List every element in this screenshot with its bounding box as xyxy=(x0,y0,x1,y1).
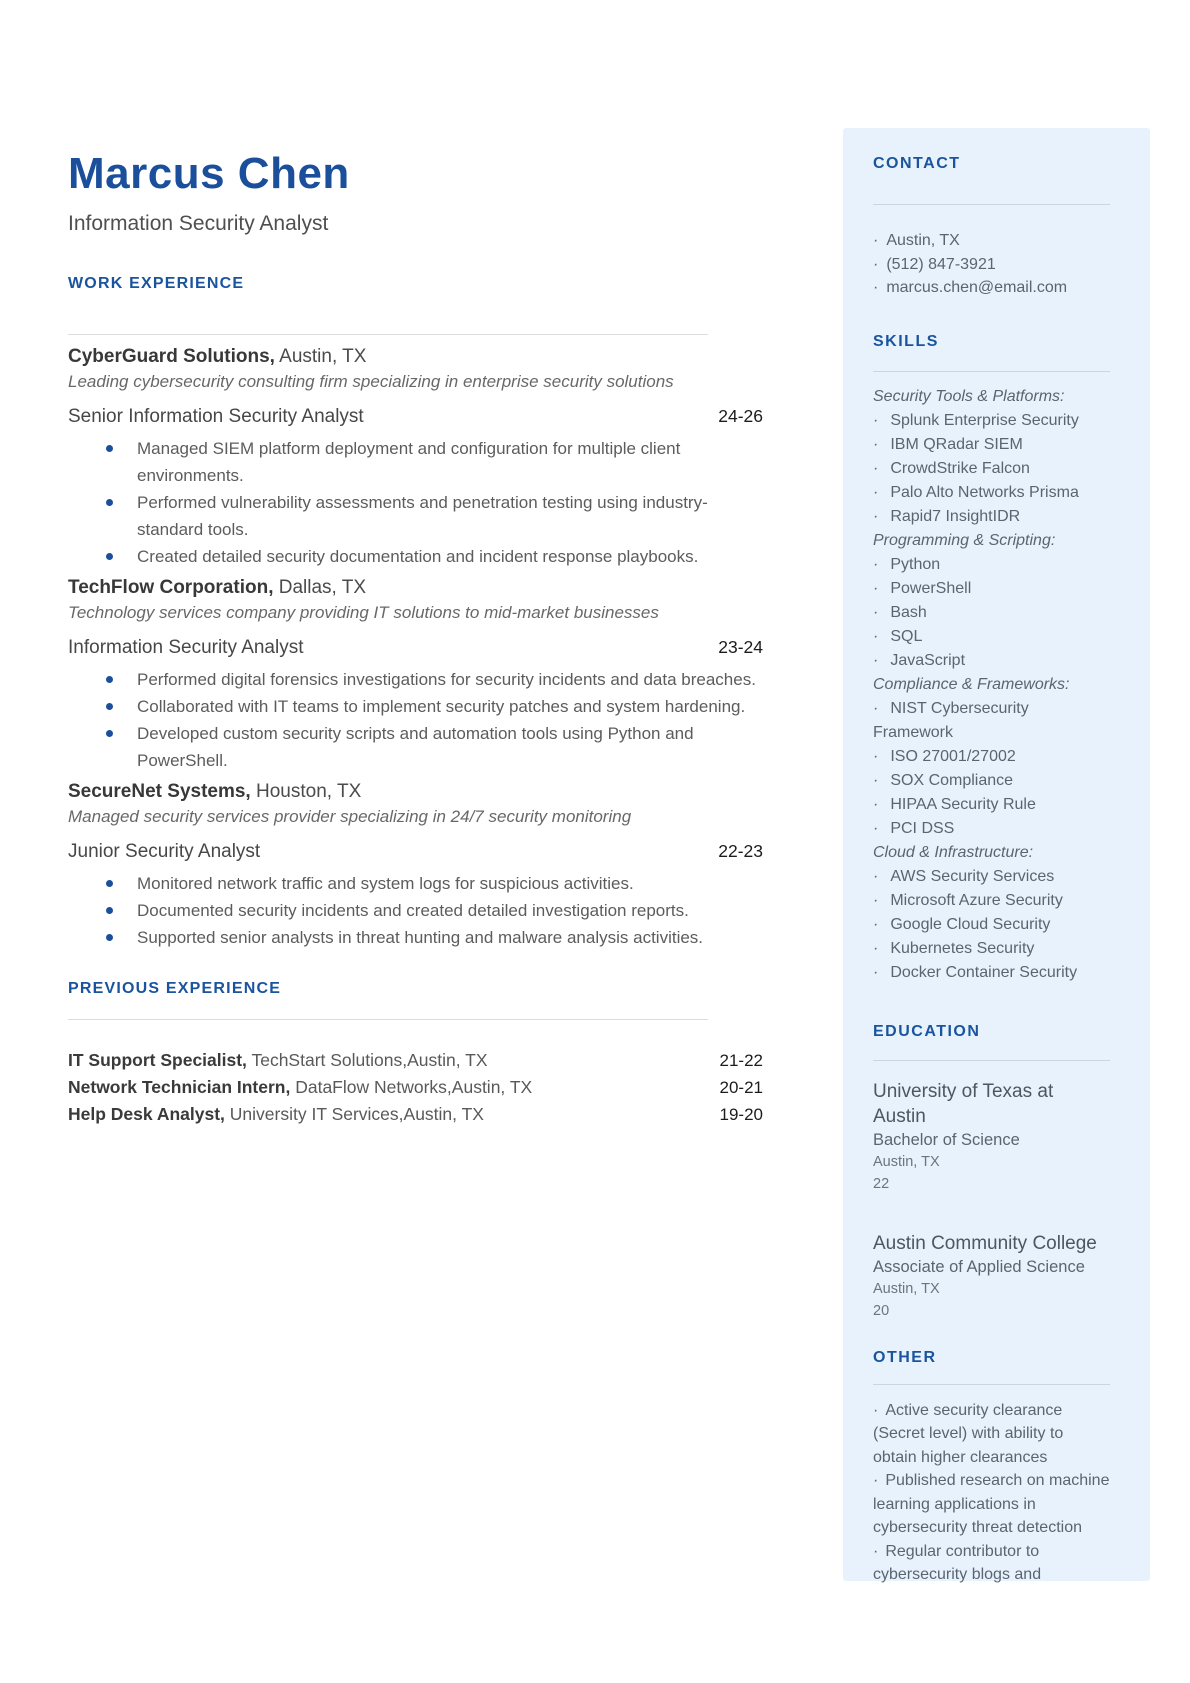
school-degree: Associate of Applied Science xyxy=(873,1257,1085,1276)
role-bullets xyxy=(68,870,763,951)
company-location: Austin, TX xyxy=(274,346,367,367)
company-name: CyberGuard Solutions, xyxy=(68,346,275,367)
role-row xyxy=(68,635,763,660)
section-heading-previous-experience: PREVIOUS EXPERIENCE xyxy=(68,980,282,997)
company-description: Managed security services provider specializing in 24/7 security monitoring xyxy=(68,807,632,826)
school-degree: Bachelor of Science xyxy=(873,1130,1020,1149)
education-school xyxy=(873,1231,1110,1322)
company-line xyxy=(68,576,763,600)
role-title: Senior Information Security Analyst xyxy=(68,406,364,427)
bullet-item: Developed custom security scripts and automation tools using Python and PowerShell. xyxy=(68,720,763,774)
skill-item-list xyxy=(873,409,1110,529)
skill-group xyxy=(873,529,1110,673)
role-bullets xyxy=(68,435,763,570)
role-dates: 24-26 xyxy=(718,406,763,426)
other-item: · Regular contributor to cybersecurity blogs and xyxy=(873,1540,1110,1587)
other-item-list xyxy=(873,1399,1110,1587)
company-name: SecureNet Systems, xyxy=(68,781,251,802)
company-block xyxy=(68,780,763,951)
section-heading-education: EDUCATION xyxy=(873,1022,981,1040)
skills-divider xyxy=(873,371,1110,372)
skill-item: · Kubernetes Security xyxy=(873,937,1110,961)
section-heading-skills: SKILLS xyxy=(873,332,939,350)
role-block xyxy=(68,404,763,570)
company-description: Leading cybersecurity consulting firm specializing in enterprise security solutions xyxy=(68,372,674,391)
company-description: Technology services company providing IT solutions to mid-market businesses xyxy=(68,603,659,622)
contact-item: · Austin, TX xyxy=(873,229,1110,253)
sidebar xyxy=(843,128,1150,1581)
section-heading-work-experience: WORK EXPERIENCE xyxy=(68,275,245,292)
education-divider xyxy=(873,1060,1110,1061)
skill-category: Programming & Scripting: xyxy=(873,531,1056,549)
contact-list xyxy=(873,229,1110,300)
previous-entry xyxy=(68,1074,763,1101)
other-divider xyxy=(873,1384,1110,1385)
role-title: Information Security Analyst xyxy=(68,637,304,658)
role-block xyxy=(68,839,763,951)
person-title: Information Security Analyst xyxy=(68,212,329,235)
contact-item: · (512) 847-3921 xyxy=(873,253,1110,277)
skill-item: · HIPAA Security Rule xyxy=(873,793,1110,817)
school-list xyxy=(873,1079,1110,1322)
skill-category: Compliance & Frameworks: xyxy=(873,675,1070,693)
role-list xyxy=(68,839,763,951)
bullet-item: Performed digital forensics investigations for security incidents and data breaches. xyxy=(68,666,763,693)
previous-entry-title: Network Technician Intern, xyxy=(68,1077,291,1097)
skill-item: · PCI DSS xyxy=(873,817,1110,841)
skill-group xyxy=(873,385,1110,529)
previous-entry-company: University IT Services,Austin, TX xyxy=(224,1104,484,1124)
contact-item: · marcus.chen@email.com xyxy=(873,276,1110,300)
skill-item: · Rapid7 InsightIDR xyxy=(873,505,1110,529)
skill-group xyxy=(873,673,1110,841)
previous-entry-title: Help Desk Analyst, xyxy=(68,1104,225,1124)
previous-entry-text xyxy=(68,1047,488,1074)
skill-item: · Microsoft Azure Security xyxy=(873,889,1110,913)
previous-entry xyxy=(68,1101,763,1128)
skill-category: Security Tools & Platforms: xyxy=(873,387,1065,405)
previous-entry-title: IT Support Specialist, xyxy=(68,1050,247,1070)
school-year: 20 xyxy=(873,1302,890,1319)
skill-category: Cloud & Infrastructure: xyxy=(873,843,1034,861)
company-list xyxy=(68,345,763,951)
skill-item: · AWS Security Services xyxy=(873,865,1110,889)
school-location: Austin, TX xyxy=(873,1280,940,1297)
previous-entry-text xyxy=(68,1074,532,1101)
other-item: · Active security clearance (Secret level) with ability to obtain higher clearances xyxy=(873,1399,1110,1470)
company-location: Dallas, TX xyxy=(273,577,367,598)
company-line xyxy=(68,780,763,804)
school-location: Austin, TX xyxy=(873,1153,940,1170)
role-row xyxy=(68,839,763,864)
skill-item: · Google Cloud Security xyxy=(873,913,1110,937)
role-dates: 23-24 xyxy=(718,637,763,657)
work-section-divider xyxy=(68,334,708,335)
skill-item: · NIST Cybersecurity Framework xyxy=(873,697,1110,745)
bullet-item: Performed vulnerability assessments and penetration testing using industry-standard tools. xyxy=(68,489,763,543)
skill-item: · SQL xyxy=(873,625,1110,649)
main-column xyxy=(68,150,763,1128)
role-row xyxy=(68,404,763,429)
school-name: University of Texas at Austin xyxy=(873,1080,1054,1127)
previous-section-divider xyxy=(68,1019,708,1020)
skill-item: · Palo Alto Networks Prisma xyxy=(873,481,1110,505)
skill-item: · Bash xyxy=(873,601,1110,625)
bullet-item: Documented security incidents and created detailed investigation reports. xyxy=(68,897,763,924)
previous-entry-dates: 19-20 xyxy=(719,1105,763,1124)
bullet-item: Collaborated with IT teams to implement security patches and system hardening. xyxy=(68,693,763,720)
company-block xyxy=(68,576,763,774)
school-year: 22 xyxy=(873,1175,890,1192)
skill-item-list xyxy=(873,865,1110,985)
role-list xyxy=(68,635,763,774)
previous-entry-company: TechStart Solutions,Austin, TX xyxy=(246,1050,488,1070)
skill-item-list xyxy=(873,553,1110,673)
role-list xyxy=(68,404,763,570)
company-block xyxy=(68,345,763,570)
role-bullets xyxy=(68,666,763,774)
school-name: Austin Community College xyxy=(873,1232,1097,1254)
company-location: Houston, TX xyxy=(250,781,362,802)
bullet-item: Supported senior analysts in threat hunting and malware analysis activities. xyxy=(68,924,763,951)
bullet-item: Created detailed security documentation and incident response playbooks. xyxy=(68,543,763,570)
role-title: Junior Security Analyst xyxy=(68,841,261,862)
skill-item: · Splunk Enterprise Security xyxy=(873,409,1110,433)
previous-entry-list xyxy=(68,1047,763,1128)
skill-item: · IBM QRadar SIEM xyxy=(873,433,1110,457)
other-item: · Published research on machine learning applications in cybersecurity threat detection xyxy=(873,1469,1110,1540)
skill-item-list xyxy=(873,697,1110,841)
person-name: Marcus Chen xyxy=(68,149,350,198)
skill-item: · JavaScript xyxy=(873,649,1110,673)
previous-entry xyxy=(68,1047,763,1074)
skill-item: · ISO 27001/27002 xyxy=(873,745,1110,769)
previous-entry-company: DataFlow Networks,Austin, TX xyxy=(290,1077,533,1097)
skill-group-list xyxy=(873,385,1110,985)
skill-item: · CrowdStrike Falcon xyxy=(873,457,1110,481)
role-block xyxy=(68,635,763,774)
skill-item: · SOX Compliance xyxy=(873,769,1110,793)
company-line xyxy=(68,345,763,369)
section-heading-contact: CONTACT xyxy=(873,155,961,172)
bullet-item: Managed SIEM platform deployment and configuration for multiple client environments. xyxy=(68,435,763,489)
skill-item: · Docker Container Security xyxy=(873,961,1110,985)
company-name: TechFlow Corporation, xyxy=(68,577,274,598)
skill-group xyxy=(873,841,1110,985)
bullet-item: Monitored network traffic and system logs for suspicious activities. xyxy=(68,870,763,897)
skill-item: · Python xyxy=(873,553,1110,577)
education-school xyxy=(873,1079,1110,1195)
role-dates: 22-23 xyxy=(718,841,763,861)
previous-entry-dates: 20-21 xyxy=(719,1078,763,1097)
previous-entry-text xyxy=(68,1101,484,1128)
contact-divider xyxy=(873,204,1110,205)
previous-entry-dates: 21-22 xyxy=(719,1051,763,1070)
section-heading-other: OTHER xyxy=(873,1348,937,1366)
skill-item: · PowerShell xyxy=(873,577,1110,601)
